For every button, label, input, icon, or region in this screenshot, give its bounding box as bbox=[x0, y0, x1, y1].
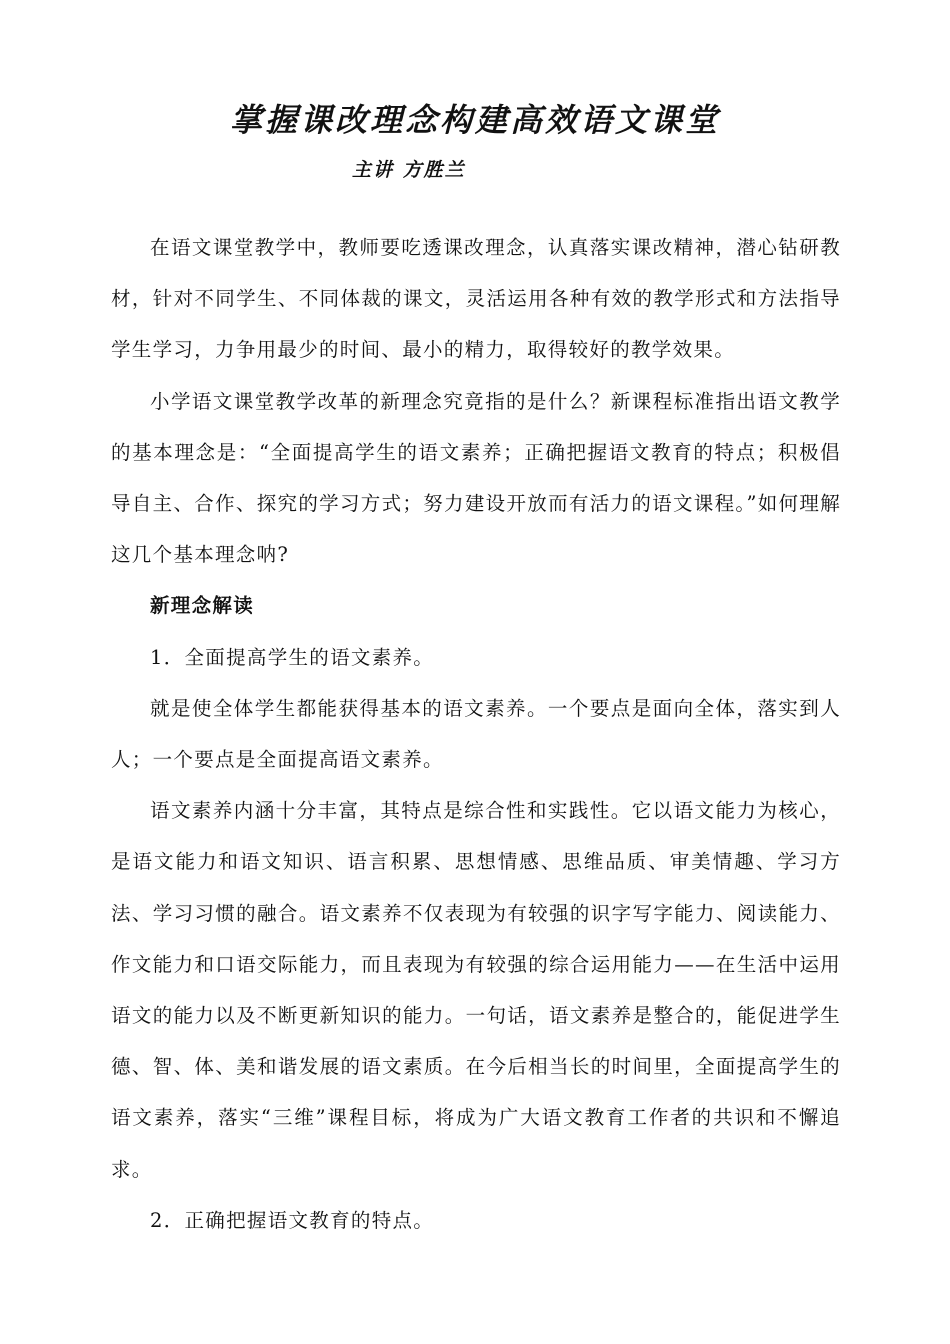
section-heading: 新理念解读 bbox=[150, 594, 255, 618]
paragraph-point-1-detail: 语文素养内涵十分丰富，其特点是综合性和实践性。它以语文能力为核心，是语文能力和语文知识、语言积累、思想情感、思维品质、审美情趣、学习方法、学习习惯的融合。语文素养不仅表现为有较强的识字写字能力、阅读能力、作文能力和口语交际能力，而且表现为有较强的综合运用能力——在生活中运用语文的能力以及不断更新知识的能力。一句话，语文素养是整合的，能促进学生德、智、体、美和谐发展的语文素质。在今后相当长的时间里，全面提高学生的语文素养，落实“三维”课程目标，将成为广大语文教育工作者的共识和不懈追求。 bbox=[111, 799, 841, 1181]
paragraph-intro: 在语文课堂教学中，教师要吃透课改理念，认真落实课改精神，潜心钻研教材，针对不同学生、不同体裁的课文，灵活运用各种有效的教学形式和方法指导学生学习，力争用最少的时间、最小的精力，取得较好的教学效果。 bbox=[111, 236, 841, 362]
paragraph-point-1-summary: 就是使全体学生都能获得基本的语文素养。一个要点是面向全体，落实到人人；一个要点是全面提高语文素养。 bbox=[111, 696, 841, 772]
paragraph-question: 小学语文课堂教学改革的新理念究竟指的是什么？新课程标准指出语文教学的基本理念是：“全面提高学生的语文素养；正确把握语文教育的特点；积极倡导自主、合作、探究的学习方式；努力建设开放而有活力的语文课程。”如何理解这几个基本理念呐? bbox=[111, 389, 841, 567]
document-title: 掌握课改理念构建高效语文课堂 bbox=[229, 101, 720, 139]
point-2-heading: 2．正确把握语文教育的特点。 bbox=[150, 1208, 435, 1232]
document-byline: 主讲 方胜兰 bbox=[352, 159, 466, 181]
point-1-heading: 1．全面提高学生的语文素养。 bbox=[150, 645, 435, 669]
document-body bbox=[111, 222, 841, 1246]
